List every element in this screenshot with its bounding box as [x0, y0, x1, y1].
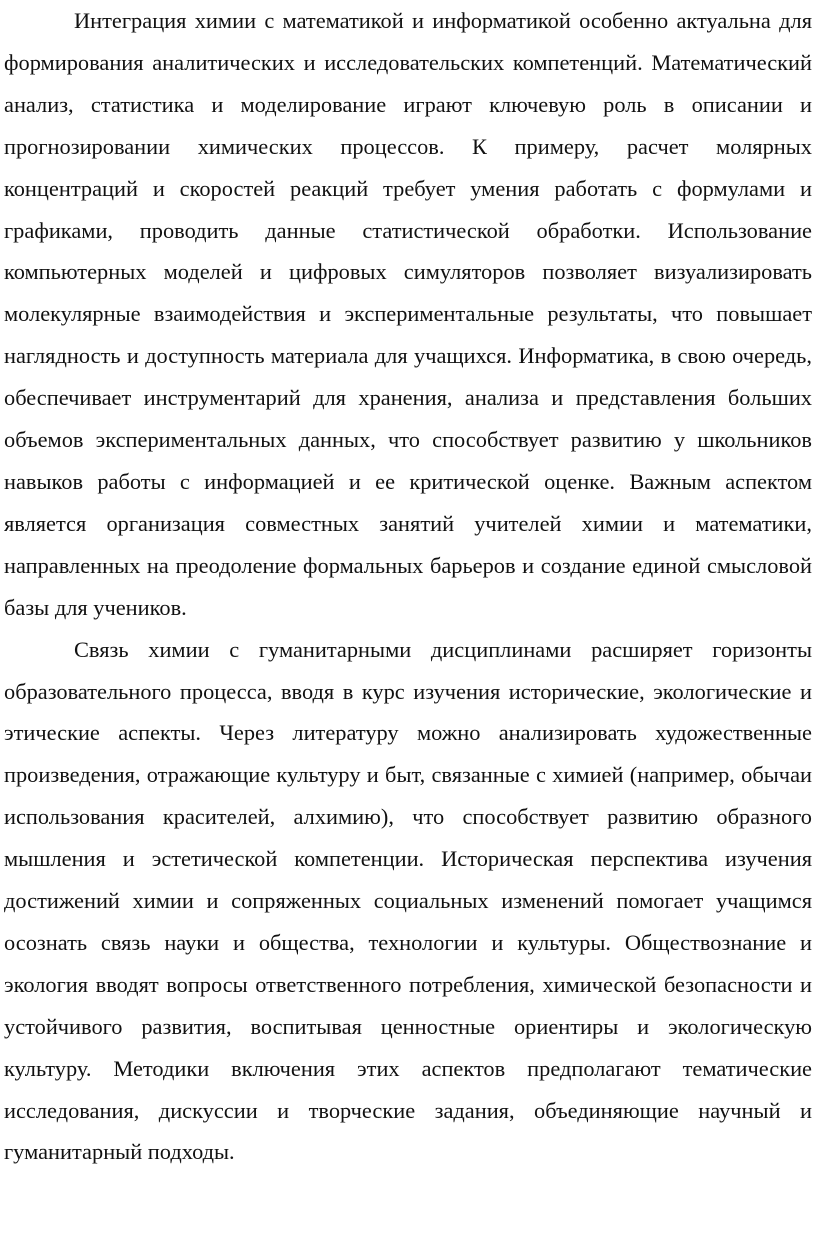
document-page [4, 0, 812, 1173]
paragraph-integration-math-informatics: Интеграция химии с математикой и информатикой особенно актуальна для формирования аналитических и исследовательских компетенций. Математический анализ, статистика и моделирование играют ключевую роль в описании и прогнозировании химических процессов. К примеру, расчет молярных концентраций и скоростей реакций требует умения работать с формулами и графиками, проводить данные статистической обработки. Использование компьютерных моделей и цифровых симуляторов позволяет визуализировать молекулярные взаимодействия и экспериментальные результаты, что повышает наглядность и доступность материала для учащихся. Информатика, в свою очередь, обеспечивает инструментарий для хранения, анализа и представления больших объемов экспериментальных данных, что способствует развитию у школьников навыков работы с информацией и ее критической оценке. Важным аспектом является организация совместных занятий учителей химии и математики, направленных на преодоление формальных барьеров и создание единой смысловой базы для учеников. [4, 8, 812, 620]
paragraph-humanities-connection: Связь химии с гуманитарными дисциплинами расширяет горизонты образовательного процесса, вводя в курс изучения исторические, экологические и этические аспекты. Через литературу можно анализировать художественные произведения, отражающие культуру и быт, связанные с химией (например, обычаи использования красителей, алхимию), что способствует развитию образного мышления и эстетической компетенции. Историческая перспектива изучения достижений химии и сопряженных социальных изменений помогает учащимся осознать связь науки и общества, технологии и культуры. Обществознание и экология вводят вопросы ответственного потребления, химической безопасности и устойчивого развития, воспитывая ценностные ориентиры и экологическую культуру. Методики включения этих аспектов предполагают тематические исследования, дискуссии и творческие задания, объединяющие научный и гуманитарный подходы. [4, 636, 812, 1165]
